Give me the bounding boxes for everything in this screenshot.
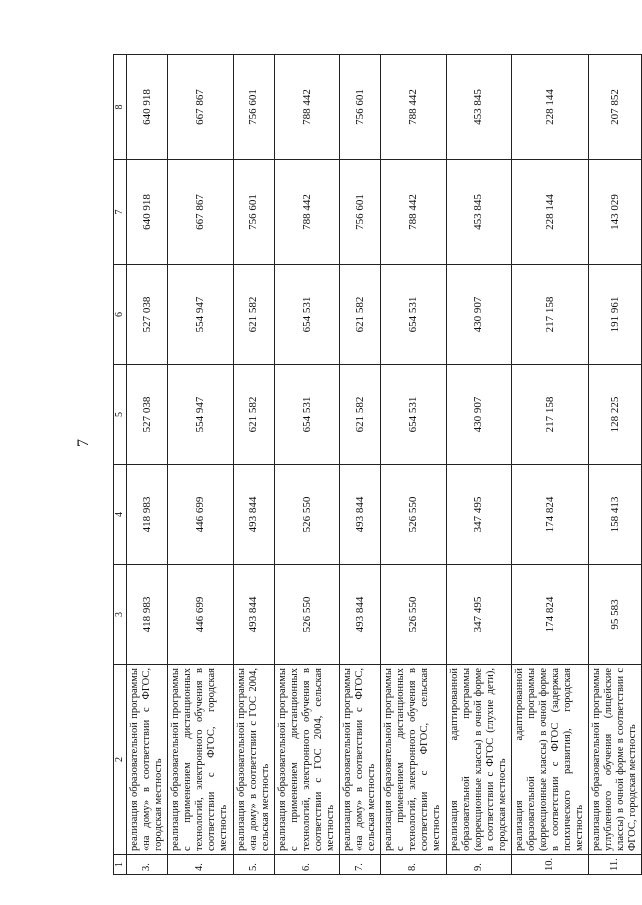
table-row <box>589 55 642 875</box>
row-number: 11. <box>589 855 642 875</box>
value-cell: 128 225 <box>589 365 642 465</box>
header-cell: 4 <box>114 465 127 565</box>
row-number: 4. <box>168 855 233 875</box>
row-description: реализация образовательной программы «на дому» в соответствии с ФГОС, городская местность <box>127 665 168 855</box>
value-cell: 621 582 <box>233 365 274 465</box>
value-cell: 756 601 <box>233 55 274 160</box>
row-description: реализация образовательной программы с применением дистанционных технологий, электронного обучения в соответствии с ГОС 2004, сельская местность <box>274 665 339 855</box>
header-cell: 1 <box>114 855 127 875</box>
value-cell: 621 582 <box>340 365 381 465</box>
value-cell: 228 144 <box>511 55 588 160</box>
value-cell: 174 824 <box>511 465 588 565</box>
value-cell: 788 442 <box>381 160 446 265</box>
value-cell: 430 907 <box>446 265 511 365</box>
row-number: 9. <box>446 855 511 875</box>
table-row <box>340 55 381 875</box>
value-cell: 788 442 <box>274 55 339 160</box>
value-cell: 654 531 <box>381 265 446 365</box>
value-cell: 191 961 <box>589 265 642 365</box>
value-cell: 788 442 <box>381 55 446 160</box>
value-cell: 207 852 <box>589 55 642 160</box>
value-cell: 174 824 <box>511 565 588 665</box>
tariff-table <box>113 54 642 875</box>
row-number: 3. <box>127 855 168 875</box>
row-description: реализация образовательной программы «на дому» в соответствии с ГОС 2004, сельская местность <box>233 665 274 855</box>
row-description: реализация адаптированной образовательной программы (коррекционные классы) в очной форме в соответствии с ФГОС (задержка психического развития), городская местность <box>511 665 588 855</box>
row-description: реализация образовательной программы «на дому» в соответствии с ФГОС, сельская местность <box>340 665 381 855</box>
value-cell: 217 158 <box>511 365 588 465</box>
value-cell: 756 601 <box>340 55 381 160</box>
table-row <box>381 55 446 875</box>
header-row <box>114 55 127 875</box>
value-cell: 526 550 <box>381 565 446 665</box>
value-cell: 640 918 <box>127 55 168 160</box>
value-cell: 756 601 <box>340 160 381 265</box>
value-cell: 446 699 <box>168 465 233 565</box>
table-stage <box>113 55 639 875</box>
table-row <box>168 55 233 875</box>
value-cell: 527 038 <box>127 265 168 365</box>
value-cell: 756 601 <box>233 160 274 265</box>
header-cell: 5 <box>114 365 127 465</box>
header-cell: 3 <box>114 565 127 665</box>
value-cell: 418 983 <box>127 465 168 565</box>
value-cell: 667 867 <box>168 160 233 265</box>
row-description: реализация образовательной программы с применением дистанционных технологий, электронного обучения в соответствии с ФГОС, сельская местность <box>381 665 446 855</box>
value-cell: 654 531 <box>274 365 339 465</box>
value-cell: 453 845 <box>446 55 511 160</box>
row-number: 10. <box>511 855 588 875</box>
table-row <box>233 55 274 875</box>
header-cell: 8 <box>114 55 127 160</box>
value-cell: 158 413 <box>589 465 642 565</box>
value-cell: 621 582 <box>340 265 381 365</box>
header-cell: 6 <box>114 265 127 365</box>
table-row <box>511 55 588 875</box>
value-cell: 654 531 <box>381 365 446 465</box>
table-row <box>446 55 511 875</box>
value-cell: 526 550 <box>274 565 339 665</box>
value-cell: 430 907 <box>446 365 511 465</box>
table-row <box>274 55 339 875</box>
value-cell: 527 038 <box>127 365 168 465</box>
value-cell: 526 550 <box>274 465 339 565</box>
value-cell: 554 947 <box>168 365 233 465</box>
page-number: 7 <box>75 439 92 447</box>
row-number: 8. <box>381 855 446 875</box>
value-cell: 640 918 <box>127 160 168 265</box>
rotated-table <box>113 55 639 875</box>
value-cell: 621 582 <box>233 265 274 365</box>
table-row <box>127 55 168 875</box>
value-cell: 347 495 <box>446 465 511 565</box>
row-number: 7. <box>340 855 381 875</box>
value-cell: 493 844 <box>340 465 381 565</box>
value-cell: 654 531 <box>274 265 339 365</box>
value-cell: 347 495 <box>446 565 511 665</box>
value-cell: 446 699 <box>168 565 233 665</box>
value-cell: 788 442 <box>274 160 339 265</box>
row-number: 6. <box>274 855 339 875</box>
value-cell: 526 550 <box>381 465 446 565</box>
row-description: реализация адаптированной образовательной программы (коррекционные классы) в очной форме в соответствии с ФГОС (глухие дети), городская местность <box>446 665 511 855</box>
value-cell: 667 867 <box>168 55 233 160</box>
row-description: реализация образовательной программы углубленного обучения (лицейские классы) в очной форме в соответствии с ФГОС, городская местность <box>589 665 642 855</box>
header-cell: 2 <box>114 665 127 855</box>
value-cell: 493 844 <box>233 465 274 565</box>
value-cell: 493 844 <box>233 565 274 665</box>
header-cell: 7 <box>114 160 127 265</box>
value-cell: 418 983 <box>127 565 168 665</box>
value-cell: 228 144 <box>511 160 588 265</box>
value-cell: 554 947 <box>168 265 233 365</box>
value-cell: 453 845 <box>446 160 511 265</box>
row-number: 5. <box>233 855 274 875</box>
row-description: реализация образовательной программы с применением дистанционных технологий, электронного обучения в соответствии с ФГОС, городская местность <box>168 665 233 855</box>
value-cell: 143 029 <box>589 160 642 265</box>
value-cell: 493 844 <box>340 565 381 665</box>
value-cell: 217 158 <box>511 265 588 365</box>
value-cell: 95 583 <box>589 565 642 665</box>
